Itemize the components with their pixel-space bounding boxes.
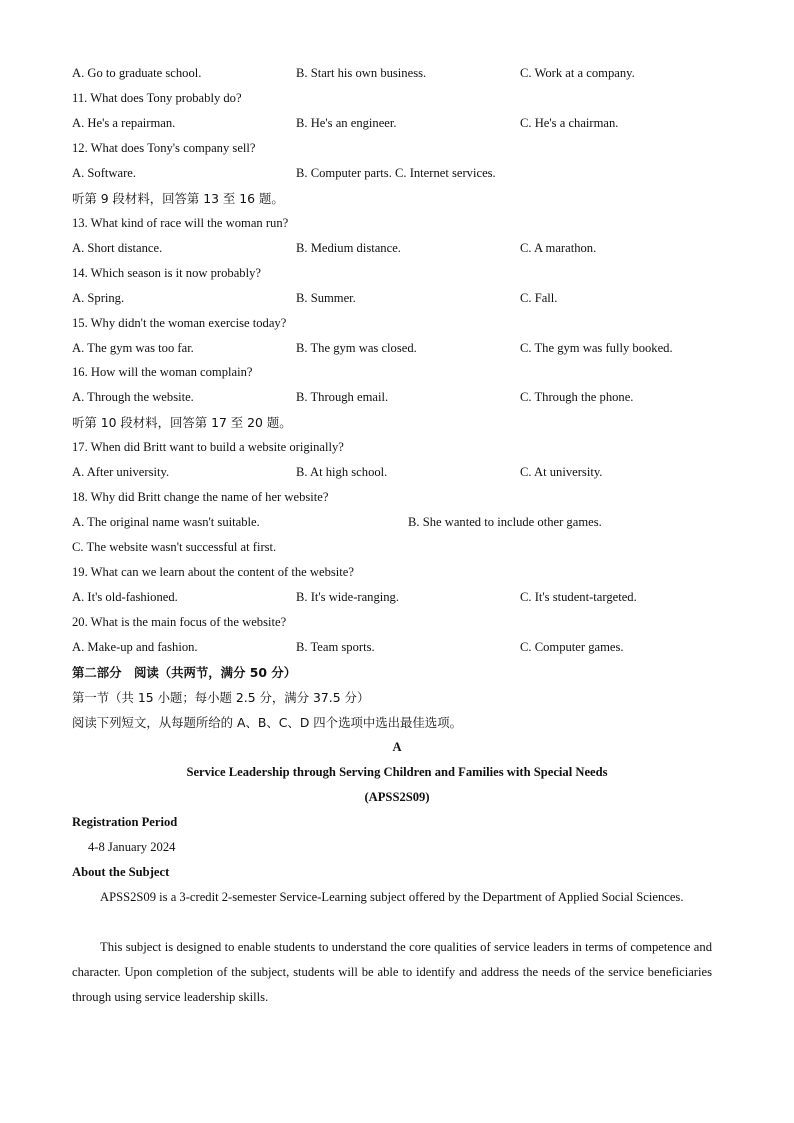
q10-option-a: A. Go to graduate school. — [72, 66, 202, 80]
q20-question: 20. What is the main focus of the website? — [72, 615, 287, 629]
q20-option-c: C. Computer games. — [520, 640, 624, 654]
q14-question: 14. Which season is it now probably? — [72, 266, 261, 280]
q20-option-b: B. Team sports. — [296, 640, 375, 654]
q18-option-c: C. The website wasn't successful at first. — [72, 540, 277, 554]
passage-letter: A — [392, 740, 402, 754]
about-paragraph-1: APSS2S09 is a 3-credit 2-semester Service-Learning subject offered by the Department of Applied Social Sciences. — [100, 890, 684, 904]
q14-option-a: A. Spring. — [72, 291, 125, 305]
q17-option-c: C. At university. — [520, 465, 603, 479]
q17-option-b: B. At high school. — [296, 465, 388, 479]
q16-question: 16. How will the woman complain? — [72, 365, 253, 379]
q16-option-b: B. Through email. — [296, 390, 389, 404]
q13-option-a: A. Short distance. — [72, 241, 163, 255]
q20-option-a: A. Make-up and fashion. — [72, 640, 198, 654]
q15-option-b: B. The gym was closed. — [296, 341, 417, 355]
q11-question: 11. What does Tony probably do? — [72, 91, 242, 105]
q19-option-a: A. It's old-fashioned. — [72, 590, 178, 604]
registration-heading: Registration Period — [72, 815, 178, 829]
section-9-instruction: 听第 9 段材料，回答第 13 至 16 题。 — [72, 191, 284, 206]
q11-option-c: C. He's a chairman. — [520, 116, 619, 130]
about-heading: About the Subject — [72, 865, 170, 879]
q15-option-c: C. The gym was fully booked. — [520, 341, 673, 355]
q12-question: 12. What does Tony's company sell? — [72, 141, 256, 155]
q18-option-a: A. The original name wasn't suitable. — [72, 515, 260, 529]
passage-code: (APSS2S09) — [364, 790, 430, 804]
q17-option-a: A. After university. — [72, 465, 170, 479]
q12-option-bc: B. Computer parts. C. Internet services. — [296, 166, 496, 180]
section-1-heading: 第一节（共 15 小题；每小题 2.5 分，满分 37.5 分） — [72, 690, 370, 705]
reading-instruction: 阅读下列短文，从每题所给的 A、B、C、D 四个选项中选出最佳选项。 — [72, 715, 462, 730]
registration-dates: 4-8 January 2024 — [88, 840, 176, 854]
q13-option-c: C. A marathon. — [520, 241, 597, 255]
q10-option-c: C. Work at a company. — [520, 66, 635, 80]
part-2-heading: 第二部分 阅读（共两节，满分 50 分） — [72, 665, 297, 680]
q11-option-b: B. He's an engineer. — [296, 116, 397, 130]
passage-title: Service Leadership through Serving Children and Families with Special Needs — [186, 765, 608, 779]
q19-question: 19. What can we learn about the content of the website? — [72, 565, 354, 579]
q18-option-b: B. She wanted to include other games. — [408, 515, 602, 529]
q13-question: 13. What kind of race will the woman run? — [72, 216, 289, 230]
q11-option-a: A. He's a repairman. — [72, 116, 176, 130]
q10-option-b: B. Start his own business. — [296, 66, 427, 80]
q15-question: 15. Why didn't the woman exercise today? — [72, 316, 287, 330]
q17-question: 17. When did Britt want to build a website originally? — [72, 440, 344, 454]
q12-option-a: A. Software. — [72, 166, 137, 180]
q15-option-a: A. The gym was too far. — [72, 341, 194, 355]
section-10-instruction: 听第 10 段材料，回答第 17 至 20 题。 — [72, 415, 292, 430]
q19-option-c: C. It's student-targeted. — [520, 590, 637, 604]
q16-option-c: C. Through the phone. — [520, 390, 634, 404]
q16-option-a: A. Through the website. — [72, 390, 194, 404]
about-paragraph-2: This subject is designed to enable students to understand the core qualities of service leaders in terms of competence and character. Upon completion of the subject, students will be able to identify and address the needs of the service beneficiaries through using service leadership skills. — [72, 940, 712, 1004]
q13-option-b: B. Medium distance. — [296, 241, 401, 255]
q18-question: 18. Why did Britt change the name of her website? — [72, 490, 329, 504]
q19-option-b: B. It's wide-ranging. — [296, 590, 400, 604]
q14-option-c: C. Fall. — [520, 291, 558, 305]
q14-option-b: B. Summer. — [296, 291, 356, 305]
